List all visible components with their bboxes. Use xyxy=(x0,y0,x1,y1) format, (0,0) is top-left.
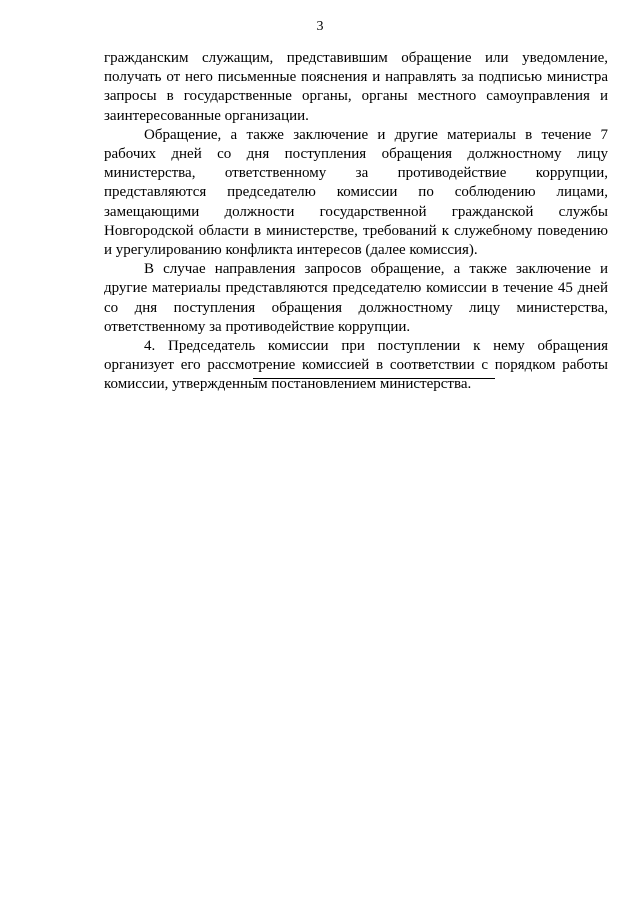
paragraph-requests-deadline: В случае направления запросов обращение, а также заключение и другие материалы представляются председателю комиссии в течение 45 дней со дня поступления обращения должностному лицу министерства, ответственному за противодействие коррупции. xyxy=(104,261,608,335)
paragraph-item-4: 4. Председатель комиссии при поступлении к нему обращения организует его рассмотрение комиссией в соответствии с порядком работы комиссии, утвержденным постановлением министерства. xyxy=(104,338,608,393)
paragraph-materials-deadline: Обращение, а также заключение и другие материалы в течение 7 рабочих дней со дня поступления обращения должностному лицу министерства, ответственному за противодействие коррупции, представляются председателю комиссии по соблюдению лицами, замещающими должности государственной гражданской службы Новгородской области в министерстве, требований к служебному поведению и урегулированию конфликта интересов (далее комиссия). xyxy=(104,126,608,259)
page-number: 3 xyxy=(316,19,324,34)
document-body xyxy=(104,49,608,395)
end-separator-line xyxy=(253,378,495,379)
paragraph-continuation: гражданским служащим, представившим обращение или уведомление, получать от него письменные пояснения и направлять за подписью министра запросы в государственные органы, органы местного самоуправления и заинтересованные организации. xyxy=(104,50,608,124)
